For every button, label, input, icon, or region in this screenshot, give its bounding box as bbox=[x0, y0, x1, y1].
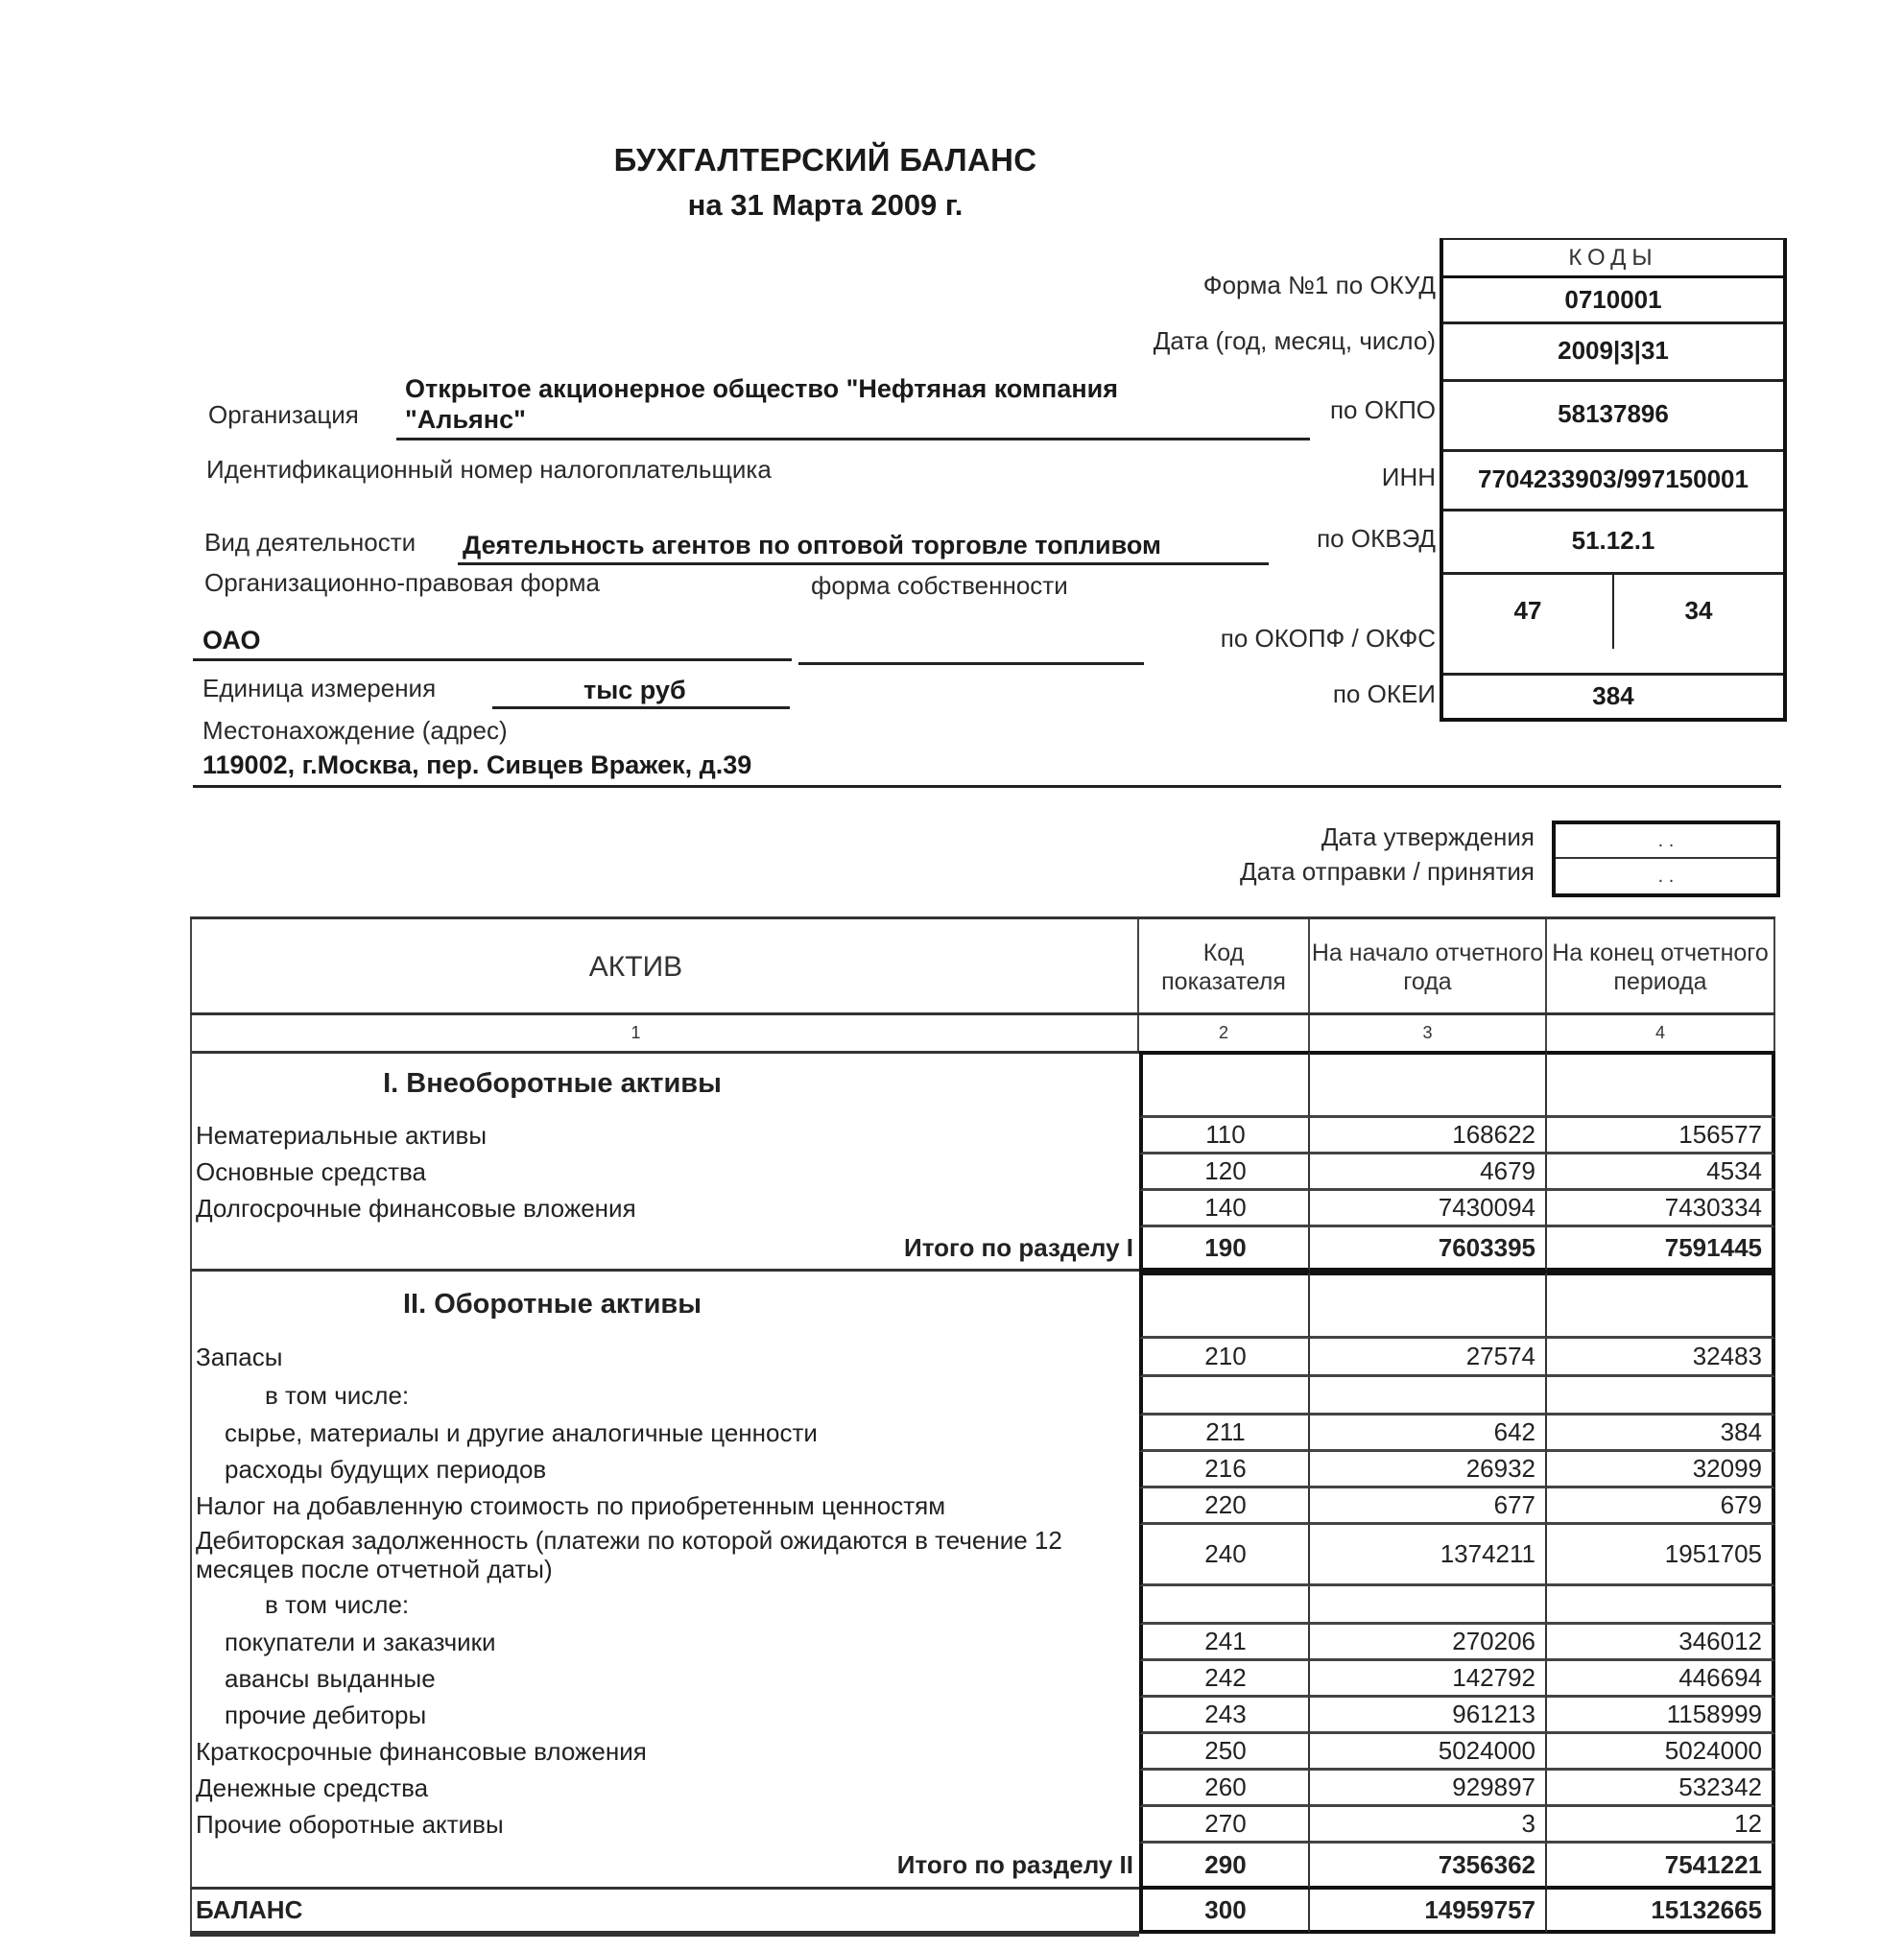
address-label: Местонахождение (адрес) bbox=[202, 716, 508, 745]
okfs-value: 34 bbox=[1684, 595, 1713, 625]
table-row bbox=[190, 1734, 1775, 1771]
okud-label: Форма №1 по ОКУД bbox=[1202, 271, 1436, 299]
table-row bbox=[190, 1227, 1775, 1272]
table-row bbox=[190, 1339, 1775, 1377]
table-row bbox=[190, 1661, 1775, 1698]
okpo-value: 58137896 bbox=[1443, 379, 1783, 452]
row-start-value: 7430094 bbox=[1310, 1191, 1547, 1227]
okopf-okfs-label: по ОКОПФ / ОКФС bbox=[1220, 624, 1436, 653]
row-label: БАЛАНС bbox=[190, 1890, 1139, 1934]
column-header-code: Код показателя bbox=[1139, 919, 1310, 1015]
row-label: Долгосрочные финансовые вложения bbox=[190, 1191, 1139, 1227]
row-code: 260 bbox=[1139, 1771, 1310, 1807]
table-row bbox=[190, 1771, 1775, 1807]
row-start-value bbox=[1310, 1051, 1547, 1118]
date-box bbox=[1552, 821, 1780, 897]
row-end-value bbox=[1547, 1051, 1775, 1118]
activity-label: Вид деятельности bbox=[204, 528, 416, 557]
row-label: I. Внеоборотные активы bbox=[190, 1051, 1139, 1118]
sent-date-value: . . bbox=[1657, 865, 1675, 887]
row-start-value: 27574 bbox=[1310, 1339, 1547, 1377]
row-code: 220 bbox=[1139, 1488, 1310, 1525]
ownership-label: форма собственности bbox=[811, 571, 1068, 600]
row-start-value: 4679 bbox=[1310, 1154, 1547, 1191]
org-underline bbox=[396, 438, 1310, 440]
row-start-value: 1374211 bbox=[1310, 1525, 1547, 1586]
table-row bbox=[190, 1452, 1775, 1488]
row-label: Итого по разделу I bbox=[190, 1227, 1139, 1272]
row-label: расходы будущих периодов bbox=[190, 1452, 1139, 1488]
row-label: Прочие оборотные активы bbox=[190, 1807, 1139, 1844]
approval-date-label: Дата утверждения bbox=[1321, 822, 1535, 851]
table-row bbox=[190, 1154, 1775, 1191]
row-end-value: 32099 bbox=[1547, 1452, 1775, 1488]
date-value: 2009|3|31 bbox=[1443, 321, 1783, 382]
row-start-value: 26932 bbox=[1310, 1452, 1547, 1488]
row-end-value: 7591445 bbox=[1547, 1227, 1775, 1272]
org-name-line2: "Альянс" bbox=[405, 405, 526, 434]
row-end-value: 156577 bbox=[1547, 1118, 1775, 1154]
row-end-value bbox=[1547, 1377, 1775, 1416]
legal-form-value: ОАО bbox=[202, 626, 261, 654]
column-header-asset: АКТИВ bbox=[190, 919, 1139, 1015]
inn-code-label: ИНН bbox=[1381, 463, 1436, 491]
row-label: Денежные средства bbox=[190, 1771, 1139, 1807]
okopf-value: 47 bbox=[1443, 572, 1614, 649]
okud-value: 0710001 bbox=[1443, 275, 1783, 324]
approval-date-value: . . bbox=[1556, 824, 1776, 859]
row-code: 242 bbox=[1139, 1661, 1310, 1698]
row-start-value: 961213 bbox=[1310, 1698, 1547, 1734]
unit-label: Единица измерения bbox=[202, 674, 437, 702]
table-row bbox=[190, 1844, 1775, 1890]
date-label: Дата (год, месяц, число) bbox=[1153, 326, 1436, 355]
subitem-note-row bbox=[190, 1586, 1775, 1625]
row-label: прочие дебиторы bbox=[190, 1698, 1139, 1734]
row-start-value: 7356362 bbox=[1310, 1844, 1547, 1890]
row-start-value bbox=[1310, 1586, 1547, 1625]
row-code: 243 bbox=[1139, 1698, 1310, 1734]
codes-box bbox=[1440, 238, 1787, 722]
column-header-end: На конец отчетного периода bbox=[1547, 919, 1775, 1015]
row-end-value: 32483 bbox=[1547, 1339, 1775, 1377]
legal-form-label: Организационно-правовая форма bbox=[204, 568, 600, 597]
row-code: 210 bbox=[1139, 1339, 1310, 1377]
document-date: на 31 Марта 2009 г. bbox=[687, 188, 964, 222]
row-code: 290 bbox=[1139, 1844, 1310, 1890]
table-row bbox=[190, 1698, 1775, 1734]
row-code: 240 bbox=[1139, 1525, 1310, 1586]
column-number-4: 4 bbox=[1547, 1015, 1775, 1051]
table-row bbox=[190, 1525, 1775, 1586]
table-bottom-rule bbox=[190, 1934, 1139, 1937]
table-number-row bbox=[190, 1012, 1775, 1054]
row-label: Итого по разделу II bbox=[190, 1844, 1139, 1890]
column-number-2: 2 bbox=[1139, 1015, 1310, 1051]
row-label: сырье, материалы и другие аналогичные ценности bbox=[190, 1416, 1139, 1452]
row-label: Основные средства bbox=[190, 1154, 1139, 1191]
legal-form-underline bbox=[193, 658, 792, 661]
row-end-value: 7430334 bbox=[1547, 1191, 1775, 1227]
row-code bbox=[1139, 1377, 1310, 1416]
codes-header: КОДЫ bbox=[1443, 240, 1783, 278]
row-code: 250 bbox=[1139, 1734, 1310, 1771]
row-start-value: 14959757 bbox=[1310, 1890, 1547, 1934]
row-start-value: 3 bbox=[1310, 1807, 1547, 1844]
row-end-value: 532342 bbox=[1547, 1771, 1775, 1807]
row-end-value bbox=[1547, 1272, 1775, 1339]
row-end-value: 346012 bbox=[1547, 1625, 1775, 1661]
unit-underline bbox=[492, 706, 790, 709]
row-label: II. Оборотные активы bbox=[190, 1272, 1139, 1339]
row-start-value bbox=[1310, 1272, 1547, 1339]
row-code: 300 bbox=[1139, 1890, 1310, 1934]
okpo-label: по ОКПО bbox=[1329, 395, 1436, 424]
inn-value: 7704233903/997150001 bbox=[1443, 449, 1783, 512]
row-label: авансы выданные bbox=[190, 1661, 1139, 1698]
sent-date-label: Дата отправки / принятия bbox=[1240, 857, 1535, 886]
table-header-row bbox=[190, 916, 1775, 1015]
row-start-value: 5024000 bbox=[1310, 1734, 1547, 1771]
row-code: 216 bbox=[1139, 1452, 1310, 1488]
row-end-value: 1951705 bbox=[1547, 1525, 1775, 1586]
row-code bbox=[1139, 1586, 1310, 1625]
table-row bbox=[190, 1118, 1775, 1154]
row-start-value: 7603395 bbox=[1310, 1227, 1547, 1272]
table-row bbox=[190, 1625, 1775, 1661]
row-end-value: 7541221 bbox=[1547, 1844, 1775, 1890]
column-number-1: 1 bbox=[190, 1015, 1139, 1051]
okei-value: 384 bbox=[1592, 681, 1634, 710]
okopf-okfs-values bbox=[1443, 572, 1783, 676]
row-code: 241 bbox=[1139, 1625, 1310, 1661]
row-label: в том числе: bbox=[190, 1377, 1139, 1416]
row-start-value: 270206 bbox=[1310, 1625, 1547, 1661]
section-header-row bbox=[190, 1272, 1775, 1339]
document-title: БУХГАЛТЕРСКИЙ БАЛАНС bbox=[613, 142, 1037, 178]
row-start-value: 168622 bbox=[1310, 1118, 1547, 1154]
row-start-value bbox=[1310, 1377, 1547, 1416]
org-name-line1: Открытое акционерное общество "Нефтяная компания bbox=[405, 374, 1119, 403]
activity-value: Деятельность агентов по оптовой торговле топливом bbox=[463, 531, 1162, 559]
address-underline bbox=[193, 785, 1781, 788]
table-row bbox=[190, 1191, 1775, 1227]
inn-label: Идентификационный номер налогоплательщика bbox=[206, 455, 772, 484]
row-label: Нематериальные активы bbox=[190, 1118, 1139, 1154]
subitem-note-row bbox=[190, 1377, 1775, 1416]
row-end-value: 384 bbox=[1547, 1416, 1775, 1452]
row-label: покупатели и заказчики bbox=[190, 1625, 1139, 1661]
row-start-value: 142792 bbox=[1310, 1661, 1547, 1698]
address-value: 119002, г.Москва, пер. Сивцев Вражек, д.39 bbox=[202, 750, 752, 779]
org-label: Организация bbox=[208, 400, 359, 429]
row-code: 140 bbox=[1139, 1191, 1310, 1227]
okei-label: по ОКЕИ bbox=[1332, 679, 1436, 708]
row-label: Дебиторская задолженность (платежи по которой ожидаются в течение 12 месяцев после отчетной даты) bbox=[190, 1525, 1139, 1586]
table-row bbox=[190, 1807, 1775, 1844]
row-start-value: 929897 bbox=[1310, 1771, 1547, 1807]
row-code: 110 bbox=[1139, 1118, 1310, 1154]
row-end-value bbox=[1547, 1586, 1775, 1625]
row-end-value: 446694 bbox=[1547, 1661, 1775, 1698]
row-code: 190 bbox=[1139, 1227, 1310, 1272]
row-label: Краткосрочные финансовые вложения bbox=[190, 1734, 1139, 1771]
activity-underline bbox=[458, 562, 1269, 565]
row-end-value: 15132665 bbox=[1547, 1890, 1775, 1934]
row-code: 120 bbox=[1139, 1154, 1310, 1191]
table-row bbox=[190, 1890, 1775, 1934]
row-end-value: 679 bbox=[1547, 1488, 1775, 1525]
column-number-3: 3 bbox=[1310, 1015, 1547, 1051]
row-end-value: 1158999 bbox=[1547, 1698, 1775, 1734]
row-label: в том числе: bbox=[190, 1586, 1139, 1625]
unit-value: тыс руб bbox=[583, 676, 686, 704]
row-code bbox=[1139, 1051, 1310, 1118]
okved-label: по ОКВЭД bbox=[1317, 524, 1436, 553]
row-code bbox=[1139, 1272, 1310, 1339]
ownership-underline bbox=[798, 662, 1144, 665]
row-label: Запасы bbox=[190, 1339, 1139, 1377]
table-row bbox=[190, 1488, 1775, 1525]
section-header-row bbox=[190, 1051, 1775, 1118]
row-label: Налог на добавленную стоимость по приобретенным ценностям bbox=[190, 1488, 1139, 1525]
row-start-value: 677 bbox=[1310, 1488, 1547, 1525]
row-code: 270 bbox=[1139, 1807, 1310, 1844]
row-end-value: 4534 bbox=[1547, 1154, 1775, 1191]
row-code: 211 bbox=[1139, 1416, 1310, 1452]
table-row bbox=[190, 1416, 1775, 1452]
row-start-value: 642 bbox=[1310, 1416, 1547, 1452]
row-end-value: 5024000 bbox=[1547, 1734, 1775, 1771]
row-end-value: 12 bbox=[1547, 1807, 1775, 1844]
okved-value: 51.12.1 bbox=[1443, 509, 1783, 575]
column-header-start: На начало отчетного года bbox=[1310, 919, 1547, 1015]
